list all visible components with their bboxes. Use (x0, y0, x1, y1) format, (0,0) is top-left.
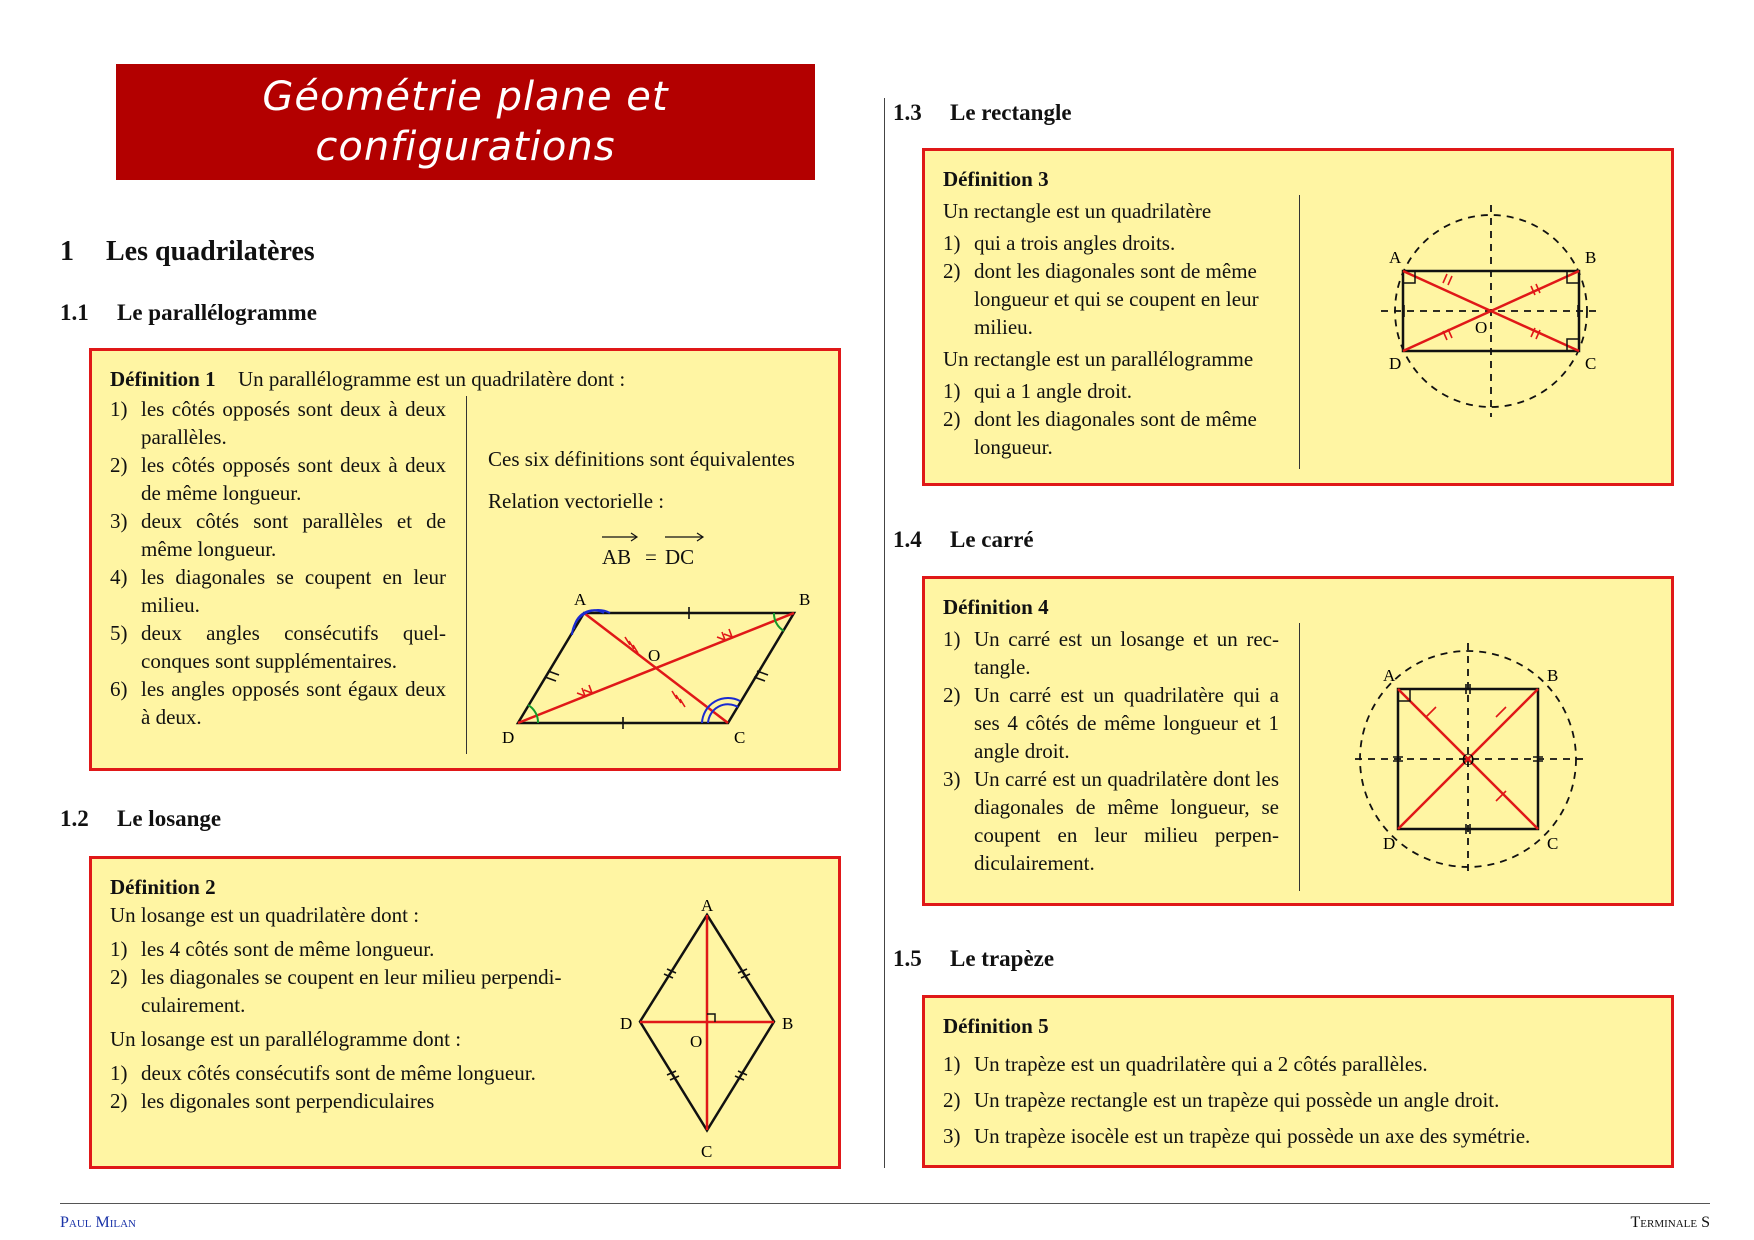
item-number: 2) (110, 453, 128, 477)
item-number: 6) (110, 677, 128, 701)
item-number: 2) (943, 259, 961, 283)
list-item (110, 963, 610, 1019)
list-item (110, 451, 446, 507)
label-a: A (574, 590, 587, 609)
definition-intro-1: Un rectangle est un quadrilatère (943, 199, 1212, 223)
item-number: 2) (110, 965, 128, 989)
definition-intro-1: Un losange est un quadrilatère dont : (110, 903, 420, 927)
definition-2-list-1 (110, 935, 610, 1019)
label-c: C (1585, 354, 1597, 373)
square-figure (1355, 641, 1625, 891)
item-text: Un carré est un quadrilatère qui a ses 4 côtés de même longueur et 1 angle droit. (974, 683, 1279, 763)
rectangle-figure (1355, 191, 1625, 441)
list-item (943, 229, 1279, 257)
definition-title: Définition 5 (943, 1014, 1049, 1038)
subsection-title: Le parallélogramme (117, 300, 317, 325)
definition-4-list (943, 625, 1279, 877)
definition-5-list (943, 1046, 1643, 1154)
label-d: D (1383, 834, 1396, 853)
item-text: qui a 1 angle droit. (974, 379, 1133, 403)
label-a: A (701, 896, 714, 915)
item-text: les digonales sont perpendiculaires (141, 1089, 435, 1113)
label-o: O (648, 646, 661, 665)
section-heading (60, 236, 315, 268)
footer-rule (60, 1203, 1710, 1204)
item-number: 1) (943, 231, 961, 255)
item-text: deux côtés sont parallèles et de même longueur. (141, 509, 446, 561)
definition-intro-2: Un losange est un parallélogramme dont : (110, 1027, 462, 1051)
list-item (943, 1046, 1643, 1082)
definition-intro-2: Un rectangle est un parallélogramme (943, 347, 1254, 371)
vector-equation (600, 531, 710, 571)
list-item (110, 395, 446, 451)
item-text: deux côtés consécutifs sont de même longueur. (141, 1061, 536, 1085)
list-item (943, 257, 1279, 341)
subsection-number: 1.3 (893, 100, 922, 125)
item-text: Un carré est un quadrilatère dont les diagonales de même longueur, se coupent en leur milieu perpen-diculairement. (974, 767, 1279, 875)
equivalence-note: Ces six définitions sont équivalentes (488, 447, 795, 471)
footer-level: Terminale S (1630, 1214, 1710, 1231)
list-item (110, 935, 610, 963)
list-item (110, 619, 446, 675)
vertical-separator (466, 396, 467, 754)
list-item (943, 405, 1279, 461)
item-text: deux angles consécutifs quel-conques sont supplémentaires. (141, 621, 446, 673)
vertical-separator (1299, 195, 1300, 469)
item-text: les côtés opposés sont deux à deux de même longueur. (141, 453, 446, 505)
parallelogram-figure (492, 591, 832, 761)
vector-ab: AB (602, 545, 632, 569)
item-number: 3) (943, 767, 961, 791)
list-item (943, 765, 1279, 877)
subsection-title: Le trapèze (950, 946, 1055, 971)
definition-title: Définition 2 (110, 875, 216, 899)
item-number: 1) (110, 937, 128, 961)
item-text: les diagonales se coupent en leur milieu. (141, 565, 446, 617)
item-text: les diagonales se coupent en leur milieu perpendi-culairement. (141, 965, 562, 1017)
item-text: dont les diagonales sont de même longueur. (974, 407, 1257, 459)
definition-box-4 (922, 576, 1674, 906)
definition-3-list-1 (943, 229, 1279, 341)
label-c: C (1547, 834, 1559, 853)
title-banner (116, 64, 815, 180)
item-number: 2) (943, 683, 961, 707)
label-b: B (799, 590, 811, 609)
definition-3-list-2 (943, 377, 1279, 461)
definition-box-3 (922, 148, 1674, 486)
list-item (110, 563, 446, 619)
subsection-heading-1-2 (60, 806, 221, 832)
definition-box-2 (89, 856, 841, 1169)
list-item (943, 625, 1279, 681)
item-number: 3) (943, 1124, 961, 1148)
subsection-title: Le losange (117, 806, 222, 831)
column-divider (884, 98, 885, 1168)
item-text: Un carré est un losange et un rec-tangle. (974, 627, 1279, 679)
item-number: 5) (110, 621, 128, 645)
list-item (110, 1087, 610, 1115)
definition-intro: Un parallélogramme est un quadrilatère dont : (238, 367, 626, 391)
item-text: les 4 côtés sont de même longueur. (141, 937, 435, 961)
label-c: C (701, 1142, 713, 1161)
item-number: 1) (943, 627, 961, 651)
list-item (943, 1082, 1643, 1118)
item-number: 4) (110, 565, 128, 589)
title-line-1: Géométrie plane et (262, 74, 669, 120)
subsection-number: 1.4 (893, 527, 922, 552)
title-line-2: configurations (315, 124, 616, 170)
item-text: Un trapèze est un quadrilatère qui a 2 côtés parallèles. (974, 1052, 1428, 1076)
item-text: Un trapèze isocèle est un trapèze qui possède un axe des symétrie. (974, 1124, 1531, 1148)
item-number: 1) (943, 1052, 961, 1076)
label-d: D (502, 728, 515, 747)
item-text: Un trapèze rectangle est un trapèze qui possède un angle droit. (974, 1088, 1500, 1112)
subsection-heading-1-1 (60, 300, 317, 326)
list-item (943, 681, 1279, 765)
label-d: D (1389, 354, 1402, 373)
label-b: B (1547, 666, 1559, 685)
vector-relation-label: Relation vectorielle : (488, 489, 665, 513)
item-number: 2) (943, 1088, 961, 1112)
list-item (110, 507, 446, 563)
definition-box-1 (89, 348, 841, 771)
label-d: D (620, 1014, 633, 1033)
subsection-title: Le carré (950, 527, 1034, 552)
section-title: Les quadrilatères (106, 236, 315, 267)
list-item (943, 1118, 1643, 1154)
item-number: 3) (110, 509, 128, 533)
list-item (943, 377, 1279, 405)
label-o: O (690, 1032, 703, 1051)
list-item (110, 1059, 610, 1087)
label-a: A (1383, 666, 1396, 685)
item-number: 2) (943, 407, 961, 431)
label-c: C (734, 728, 746, 747)
item-number: 1) (110, 397, 128, 421)
rhombus-figure (592, 896, 794, 1161)
section-number: 1 (60, 236, 74, 267)
item-text: qui a trois angles droits. (974, 231, 1176, 255)
item-number: 1) (110, 1061, 128, 1085)
item-number: 2) (110, 1089, 128, 1113)
subsection-title: Le rectangle (950, 100, 1072, 125)
label-b: B (782, 1014, 794, 1033)
subsection-number: 1.2 (60, 806, 89, 831)
definition-2-list-2 (110, 1059, 610, 1115)
subsection-heading-1-4 (893, 527, 1034, 553)
label-b: B (1585, 248, 1597, 267)
item-number: 1) (943, 379, 961, 403)
definition-title: Définition 4 (943, 595, 1049, 619)
definition-title: Définition 1 (110, 367, 216, 391)
equals-sign: = (645, 545, 657, 569)
list-item (110, 675, 446, 731)
subsection-number: 1.1 (60, 300, 89, 325)
definition-1-list (110, 395, 446, 731)
item-text: dont les diagonales sont de même longueur et qui se coupent en leur milieu. (974, 259, 1259, 339)
label-o: O (1475, 318, 1488, 337)
subsection-heading-1-3 (893, 100, 1072, 126)
definition-title: Définition 3 (943, 167, 1049, 191)
subsection-heading-1-5 (893, 946, 1054, 972)
item-text: les côtés opposés sont deux à deux parallèles. (141, 397, 446, 449)
label-a: A (1389, 248, 1402, 267)
vector-dc: DC (665, 545, 695, 569)
label-o: O (1462, 750, 1475, 769)
footer-author: Paul Milan (60, 1214, 137, 1231)
vertical-separator (1299, 623, 1300, 891)
item-text: les angles opposés sont égaux deux à deux. (141, 677, 446, 729)
subsection-number: 1.5 (893, 946, 922, 971)
definition-box-5 (922, 995, 1674, 1168)
